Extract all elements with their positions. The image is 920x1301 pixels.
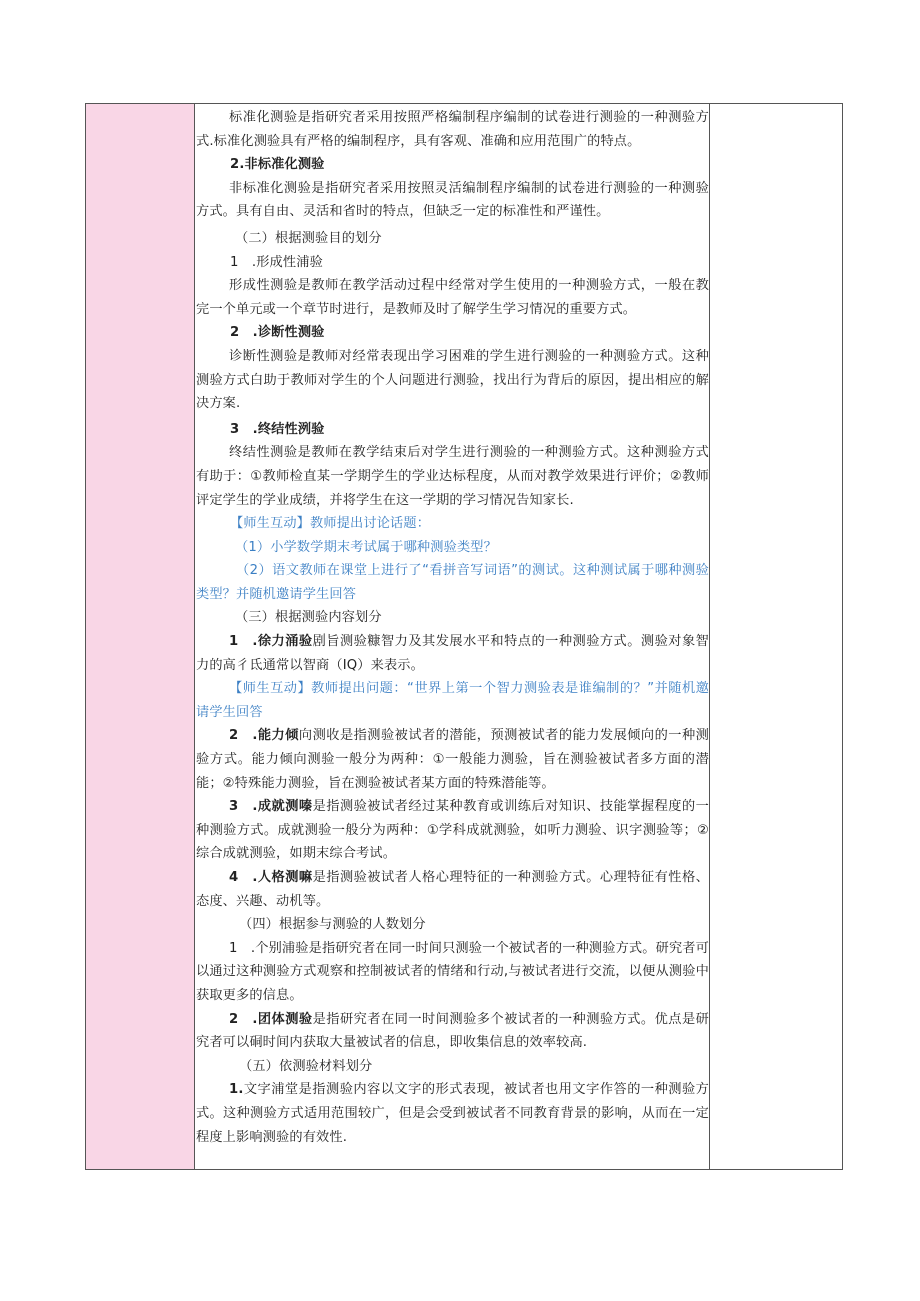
paragraph-text-test bbox=[195, 1078, 710, 1149]
intelligence-text: 剧旨测验糠智力及其发展水平和特点的一种测验方式。测验对象智力的高彳氐通常以智商（IQ）来表示。 bbox=[196, 634, 709, 673]
paragraph-personality bbox=[195, 866, 710, 913]
question-1: （1）小学数学期末考试属于哪种测验类型？ bbox=[235, 539, 497, 555]
group-label: 2 .团体测验 bbox=[229, 1011, 313, 1027]
left-column bbox=[86, 104, 195, 1169]
text-test-text: 文字浦堂是指测验内容以文字的形式表现，被试者也用文字作答的一种测验方式。这种测验方式适用范围较广，但是会受到被试者不同教育背景的影响，从而在一定程度上影响测验的有效性. bbox=[196, 1082, 709, 1145]
personality-label: 4 .人格测嘛 bbox=[229, 870, 313, 885]
text-test-label: 1. bbox=[229, 1082, 244, 1098]
right-column bbox=[710, 104, 842, 1169]
paragraph-individual: 1 .个别浦验是指研究者在同一时间只测验一个被试者的一种测验方式。研究者可以通过这种测验方式观察和控制被试者的情绪和行动,与被试者进行交流，以便从测验中获取更多的信息。 bbox=[196, 940, 709, 1003]
aptitude-text: 向测收是指测验被试者的潜能，预测被试者的能力发展倾向的一种测验方式。能力倾向测验一般分为两种：①一般能力测验，旨在测验被试者多方面的潜能；②特殊能力测验，旨在测验被试者某方面的特殊潜能等。 bbox=[196, 728, 709, 791]
achievement-text: 是指测验被试者经过某种教育或训练后对知识、技能掌握程度的一种测验方式。成就测验一般分为两种：①学科成就测验，如听力测验、识字测验等；②综合成就测验，如期末综合考试。 bbox=[196, 799, 709, 862]
section-material: （五）依测验材料划分 bbox=[239, 1058, 373, 1074]
paragraph-achievement bbox=[195, 795, 710, 866]
paragraph-intelligence bbox=[195, 630, 710, 677]
paragraph-standardized: 标准化测验是指研究者采用按照严格编制程序编制的试卷进行测验的一种测验方式.标准化测验具有严格的编制程序，具有客观、准确和应用范围广的特点。 bbox=[196, 110, 709, 149]
interaction-1: 【师生互动】教师提出讨论话题： bbox=[230, 516, 431, 532]
lesson-content bbox=[195, 106, 710, 1149]
content-column bbox=[195, 104, 710, 1169]
heading-non-standardized: 2.非标准化测验 bbox=[230, 157, 325, 173]
group-text: 是指研究者在同一时间测验多个被试者的一种测验方式。优点是研究者可以硐时间内获取大量被试者的信息，即收集信息的效率较高. bbox=[196, 1011, 709, 1051]
question-2: （2）语文教师在课堂上进行了“看拼音写词语”的测试。这种测试属于哪种测验类型？并随机邀请学生回答 bbox=[196, 563, 709, 602]
paragraph-summative: 终结性测验是教师在教学结束后对学生进行测验的一种测验方式。这种测验方式有助于：①教师检直某一学期学生的学业达标程度，从而对教学效果进行评价；②教师评定学生的学业成绩，并将学生在这一学期的学习情况告知家长. bbox=[196, 445, 709, 508]
personality-text: 是指测验被试者人格心理特征的一种测验方式。心理特征有性格、态度、兴趣、动机等。 bbox=[196, 870, 709, 909]
paragraph-non-standardized: 非标准化测验是指研究者采用按照灵活编制程序编制的试卷进行测验的一种测验方式。具有自由、灵活和省时的特点，但缺乏一定的标准性和严谨性。 bbox=[196, 180, 709, 220]
paragraph-diagnostic: 诊断性测验是教师对经常表现出学习困难的学生进行测验的一种测验方式。这种测验方式白助于教师对学生的个人问题进行测验，找出行为背后的原因，提出相应的解决方案. bbox=[196, 348, 709, 412]
paragraph-aptitude bbox=[195, 724, 710, 795]
heading-formative: 1 .形成性浦验 bbox=[230, 254, 323, 270]
interaction-2: 【师生互动】教师提出问题：“世界上第一个智力测验表是谁编制的？”并随机邀请学生回答 bbox=[196, 681, 709, 720]
intelligence-label: 1 .徐力涌验 bbox=[229, 634, 313, 650]
section-content: （三）根据测验内容划分 bbox=[235, 610, 382, 626]
heading-diagnostic: 2 .诊断性测验 bbox=[230, 325, 325, 341]
paragraph-group bbox=[195, 1008, 710, 1055]
achievement-label: 3 .成就测嗪 bbox=[229, 799, 313, 815]
heading-summative: 3 .终结性洌验 bbox=[230, 421, 325, 437]
section-participants: （四）根据参与测验的人数划分 bbox=[239, 917, 426, 933]
section-purpose: （二）根据测验目的划分 bbox=[235, 230, 382, 246]
paragraph-formative: 形成性测验是教师在教学活动过程中经常对学生使用的一种测验方式，一般在教完一个单元或一个章节时进行，是教师及时了解学生学习情况的重要方式。 bbox=[196, 278, 709, 317]
aptitude-label: 2 .能力倾 bbox=[229, 728, 299, 744]
lesson-table bbox=[85, 103, 843, 1170]
